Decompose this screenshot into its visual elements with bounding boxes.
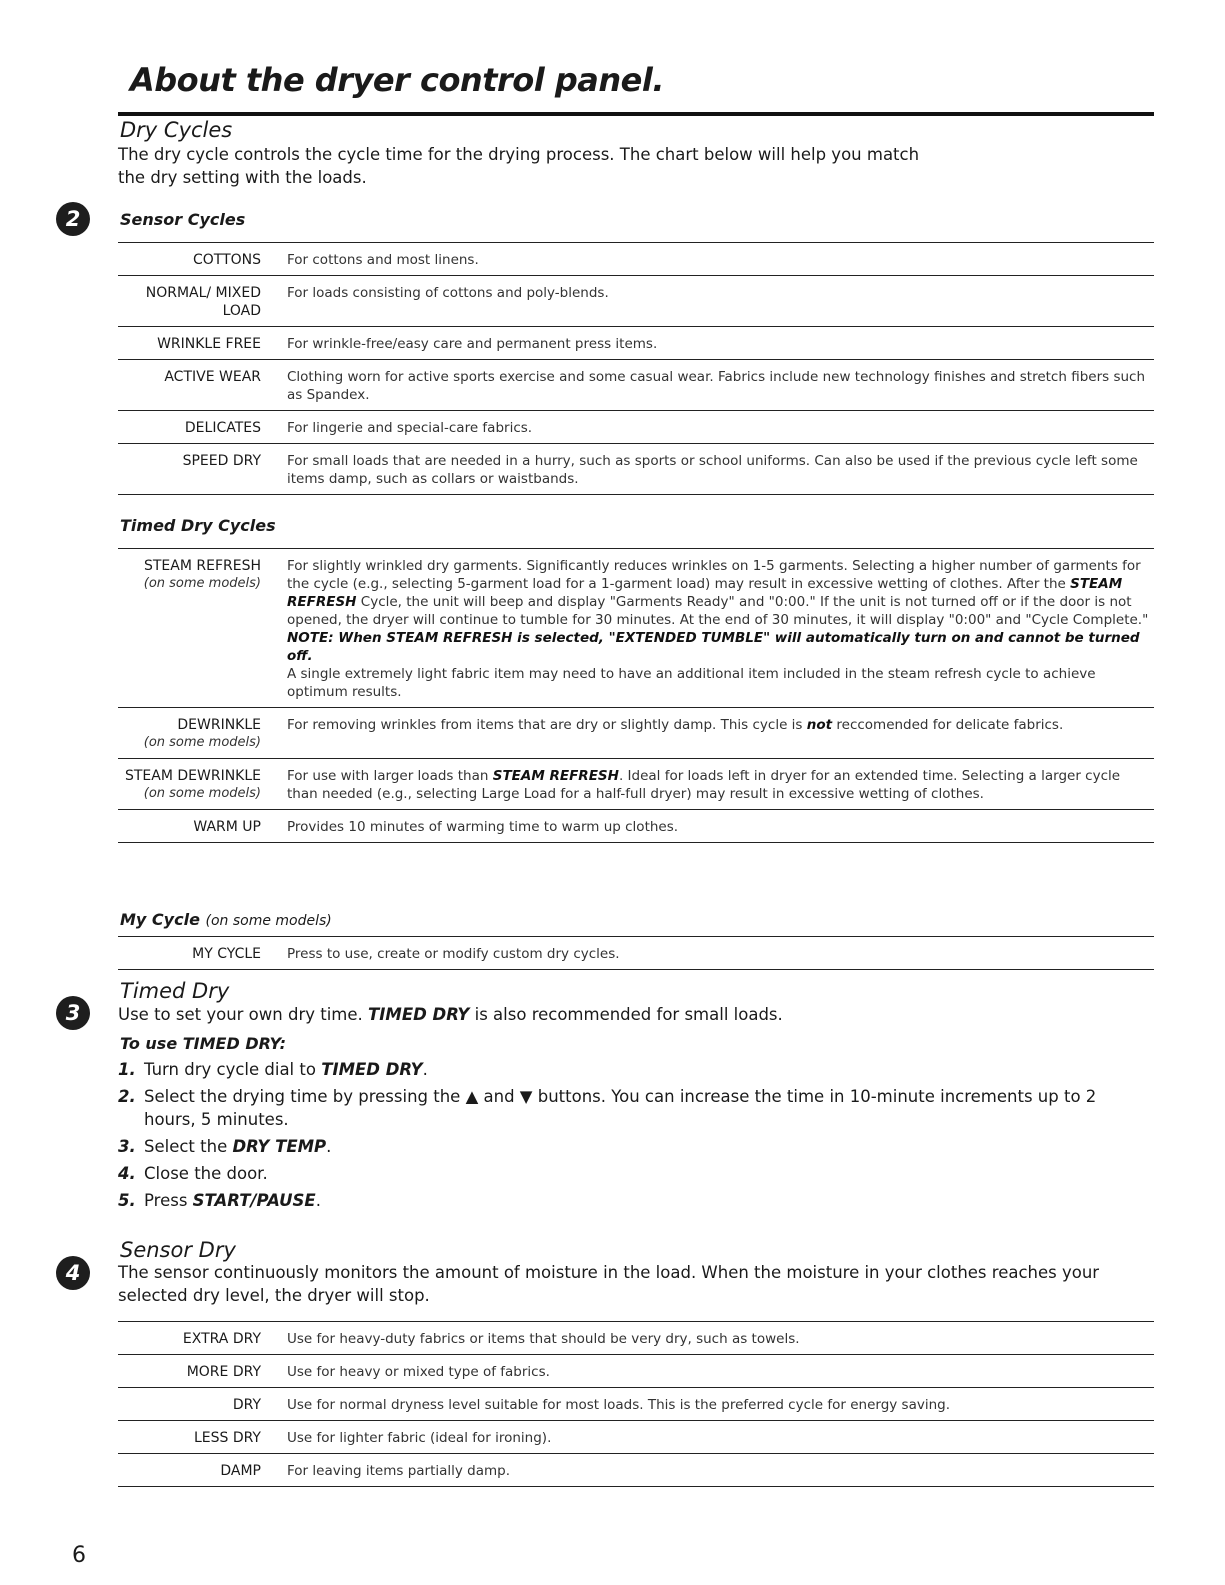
dry-cycles-heading: Dry Cycles — [120, 118, 233, 142]
cycle-name: SPEED DRY — [182, 453, 261, 469]
section-badge-4: 4 — [56, 1256, 90, 1290]
sensor-dry-heading: Sensor Dry — [120, 1238, 236, 1262]
title-rule — [118, 112, 1154, 116]
cycle-row — [118, 411, 1154, 444]
my-cycle-heading: My Cycle (on some models) — [120, 910, 332, 929]
cycle-description: For use with larger loads than STEAM REFRESH. Ideal for loads left in dryer for an extended time. Selecting a larger cycle than needed (e.g., selecting Large Load for a half-full dryer) may result in excessive wetting of clothes. — [287, 768, 1121, 802]
cycle-description: Use for lighter fabric (ideal for ironing). — [287, 1430, 552, 1446]
cycle-description: Press to use, create or modify custom dry cycles. — [287, 946, 620, 962]
cycle-row-steam-refresh — [118, 549, 1154, 708]
my-cycle-model-note: (on some models) — [205, 913, 332, 929]
cycle-row-dewrinkle — [118, 708, 1154, 759]
cycle-description: For cottons and most linens. — [287, 252, 479, 268]
page-number: 6 — [72, 1543, 86, 1568]
step-text: Close the door. — [144, 1164, 268, 1183]
sensor-cycles-table — [118, 243, 1154, 495]
cycle-name: DEWRINKLE — [177, 717, 261, 733]
cycle-name: MORE DRY — [186, 1364, 261, 1380]
timed-dry-heading: Timed Dry — [120, 979, 230, 1003]
cycle-description: For wrinkle-free/easy care and permanent press items. — [287, 336, 658, 352]
cycle-description: For removing wrinkles from items that are dry or slightly damp. This cycle is not reccomended for delicate fabrics. — [287, 717, 1064, 733]
step-item — [118, 1162, 1148, 1185]
cycle-description: For loads consisting of cottons and poly-blends. — [287, 285, 609, 301]
model-note: (on some models) — [143, 786, 261, 801]
step-text: Press START/PAUSE. — [144, 1191, 321, 1210]
step-number: 3. — [118, 1137, 136, 1156]
sensor-dry-intro: The sensor continuously monitors the amount of moisture in the load. When the moisture in your clothes reaches your selected dry level, the dryer will stop. — [118, 1263, 1100, 1305]
cycle-row — [118, 1388, 1154, 1421]
page-title: About the dryer control panel. — [130, 61, 664, 99]
cycle-name: ACTIVE WEAR — [164, 369, 261, 385]
step-item — [118, 1085, 1148, 1131]
cycle-description: For slightly wrinkled dry garments. Significantly reduces wrinkles on 1-5 garments. Selecting a higher number of garments for the cycle (e.g., selecting 5-garment load for a 1-garment load) may result in excessive wetting of clothes. After the STEAM REFRESH Cycle, the unit will beep and display "Garments Ready" and "0:00." If the unit is not turned off or if the door is not opened, the dryer will continue to tumble for 30 minutes. At the end of 30 minutes, it will display "0:00" and "Cycle Complete." NOTE: When STEAM REFRESH is selected, "EXTENDED TUMBLE" will automatically turn on and cannot be turned off. A single extremely light fabric item may need to have an additional item included in the steam refresh cycle to achieve optimum results. — [287, 557, 1154, 701]
cycle-row — [118, 444, 1154, 495]
cycle-description: Use for heavy or mixed type of fabrics. — [287, 1364, 550, 1380]
step-text: Turn dry cycle dial to TIMED DRY. — [144, 1060, 428, 1079]
section-badge-2: 2 — [56, 202, 90, 236]
cycle-description: For leaving items partially damp. — [287, 1463, 511, 1479]
step-item — [118, 1189, 1148, 1212]
cycle-name: DELICATES — [184, 420, 261, 436]
step-text: Select the DRY TEMP. — [144, 1137, 332, 1156]
cycle-description: Provides 10 minutes of warming time to warm up clothes. — [287, 819, 679, 835]
cycle-name: COTTONS — [192, 252, 261, 268]
cycle-name: NORMAL/ MIXED LOAD — [145, 285, 261, 319]
step-text: Select the drying time by pressing the ▲ and ▼ buttons. You can increase the time in 10-minute increments up to 2 hours, 5 minutes. — [144, 1087, 1097, 1129]
dry-cycles-intro: The dry cycle controls the cycle time for the drying process. The chart below will help you match the dry setting with the loads. — [118, 145, 920, 187]
model-note: (on some models) — [143, 735, 261, 750]
cycle-row — [118, 1355, 1154, 1388]
step-item — [118, 1135, 1148, 1158]
cycle-name: MY CYCLE — [192, 946, 261, 962]
cycle-description: Clothing worn for active sports exercise and some casual wear. Fabrics include new technology finishes and stretch fibers such as Spandex. — [287, 369, 1146, 403]
step-number: 1. — [118, 1060, 136, 1079]
cycle-name: STEAM DEWRINKLE — [124, 768, 261, 784]
timed-dry-intro: Use to set your own dry time. TIMED DRY is also recommended for small loads. — [118, 1005, 783, 1024]
cycle-row — [118, 1454, 1154, 1487]
step-number: 5. — [118, 1191, 136, 1210]
cycle-name: DAMP — [220, 1463, 261, 1479]
step-number: 2. — [118, 1087, 136, 1106]
sensor-dry-table — [118, 1322, 1154, 1487]
cycle-name: WARM UP — [193, 819, 261, 835]
cycle-description: For small loads that are needed in a hurry, such as sports or school uniforms. Can also be used if the previous cycle left some items damp, such as collars or waistbands. — [287, 453, 1138, 487]
step-item — [118, 1058, 1148, 1081]
cycle-name: LESS DRY — [193, 1430, 261, 1446]
cycle-name: DRY — [232, 1397, 261, 1413]
cycle-row — [118, 1322, 1154, 1355]
step-number: 4. — [118, 1164, 136, 1183]
cycle-row — [118, 276, 1154, 327]
model-note: (on some models) — [143, 576, 261, 591]
timed-dry-cycles-heading: Timed Dry Cycles — [120, 516, 276, 535]
cycle-row — [118, 360, 1154, 411]
sensor-cycles-heading: Sensor Cycles — [120, 210, 246, 229]
timed-dry-subheading: To use TIMED DRY: — [120, 1034, 287, 1053]
cycle-description: Use for heavy-duty fabrics or items that should be very dry, such as towels. — [287, 1331, 800, 1347]
cycle-row — [118, 327, 1154, 360]
cycle-description: Use for normal dryness level suitable for most loads. This is the preferred cycle for energy saving. — [287, 1397, 951, 1413]
timed-dry-cycles-table — [118, 549, 1154, 843]
cycle-name: EXTRA DRY — [182, 1331, 261, 1347]
my-cycle-table — [118, 937, 1154, 970]
cycle-name: STEAM REFRESH — [143, 558, 261, 574]
timed-dry-steps — [118, 1058, 1148, 1216]
steam-refresh-note: NOTE: When STEAM REFRESH is selected, "EXTENDED TUMBLE" will automatically turn on and cannot be turned off. — [287, 630, 1140, 664]
cycle-name: WRINKLE FREE — [157, 336, 261, 352]
cycle-row — [118, 243, 1154, 276]
section-badge-3: 3 — [56, 996, 90, 1030]
cycle-row — [118, 937, 1154, 970]
cycle-row — [118, 1421, 1154, 1454]
cycle-description: For lingerie and special-care fabrics. — [287, 420, 533, 436]
cycle-row-steam-dewrinkle — [118, 759, 1154, 810]
cycle-row-warm-up — [118, 810, 1154, 843]
